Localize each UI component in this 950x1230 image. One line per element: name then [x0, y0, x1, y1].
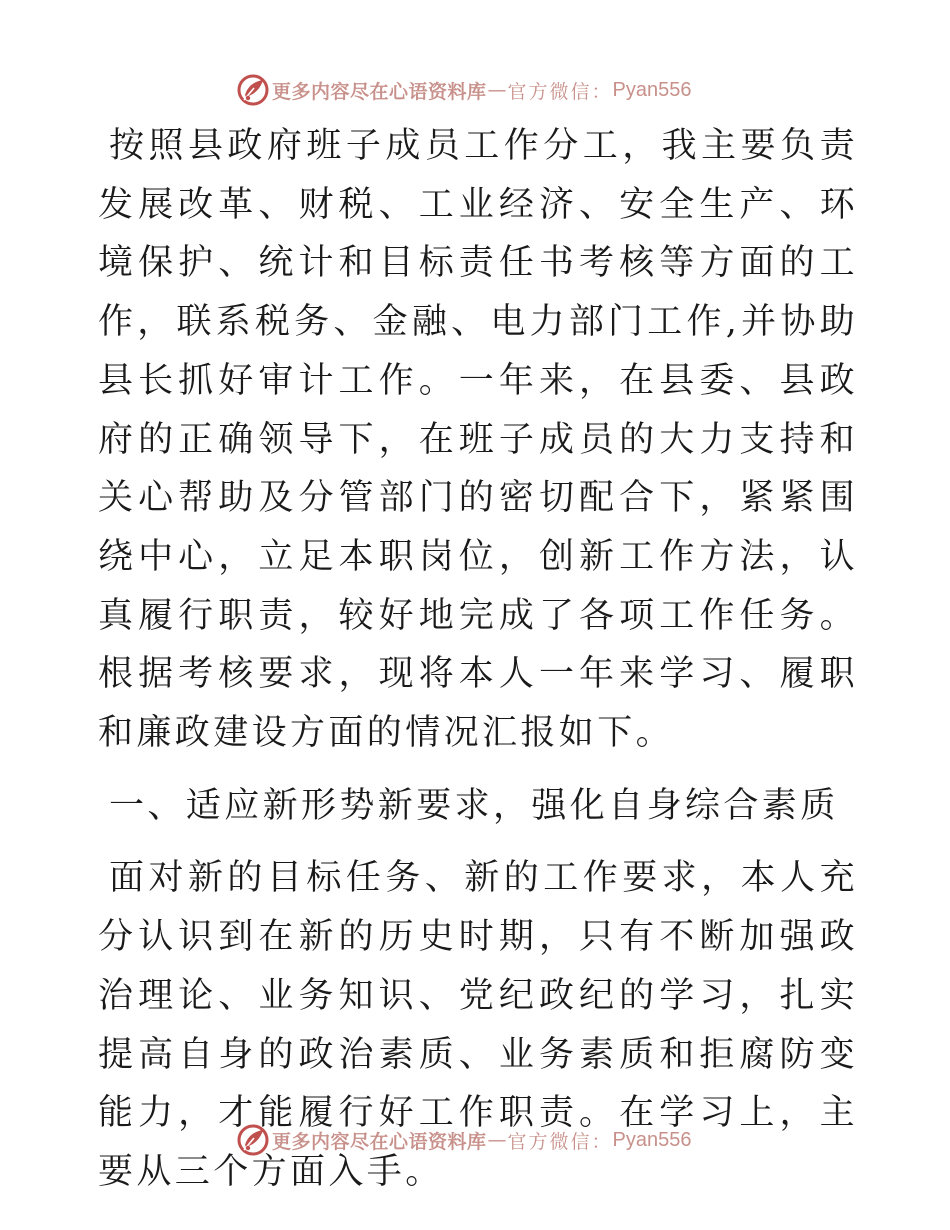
paragraph-intro: 按照县政府班子成员工作分工，我主要负责发展改革、财税、工业经济、安全生产、环境保护、统计和目标责任书考核等方面的工作，联系税务、金融、电力部门工作,并协助县长抓好审计工作。一年来，在县委、县政府的正确领导下，在班子成员的大力支持和关心帮助及分管部门的密切配合下，紧紧围绕中心，立足本职岗位，创新工作方法，认真履行职责，较好地完成了各项工作任务。根据考核要求，现将本人一年来学习、履职和廉政建设方面的情况汇报如下。 [98, 126, 858, 754]
banner-slogan: 更多内容尽在心语资料库 [272, 1130, 487, 1153]
paragraph-study: 面对新的目标任务、新的工作要求，本人充分认识到在新的历史时期，只有不断加强政治理论、业务知识、党纪政纪的学习，扎实提高自身的政治素质、业务素质和拒腐防变能力，才能履行好工作职责。在学习上，主要从三个方面入手。 [98, 858, 858, 1192]
banner-slogan: 更多内容尽在心语资料库 [272, 80, 487, 103]
banner-wechat-id: Pyan556 [612, 78, 692, 101]
leaf-logo-icon [236, 1123, 270, 1157]
banner-separator: — [487, 1129, 507, 1151]
leaf-logo-icon [236, 73, 270, 107]
footer-banner [236, 1123, 692, 1157]
banner-official-label: 官方微信： [507, 1130, 613, 1153]
document-body [98, 117, 858, 1202]
section-heading: 一、适应新形势新要求，强化自身综合素质 [109, 785, 839, 826]
banner-official-label: 官方微信： [507, 80, 613, 103]
header-banner [236, 73, 692, 107]
banner-separator: — [487, 79, 507, 101]
banner-wechat-id: Pyan556 [612, 1128, 692, 1151]
